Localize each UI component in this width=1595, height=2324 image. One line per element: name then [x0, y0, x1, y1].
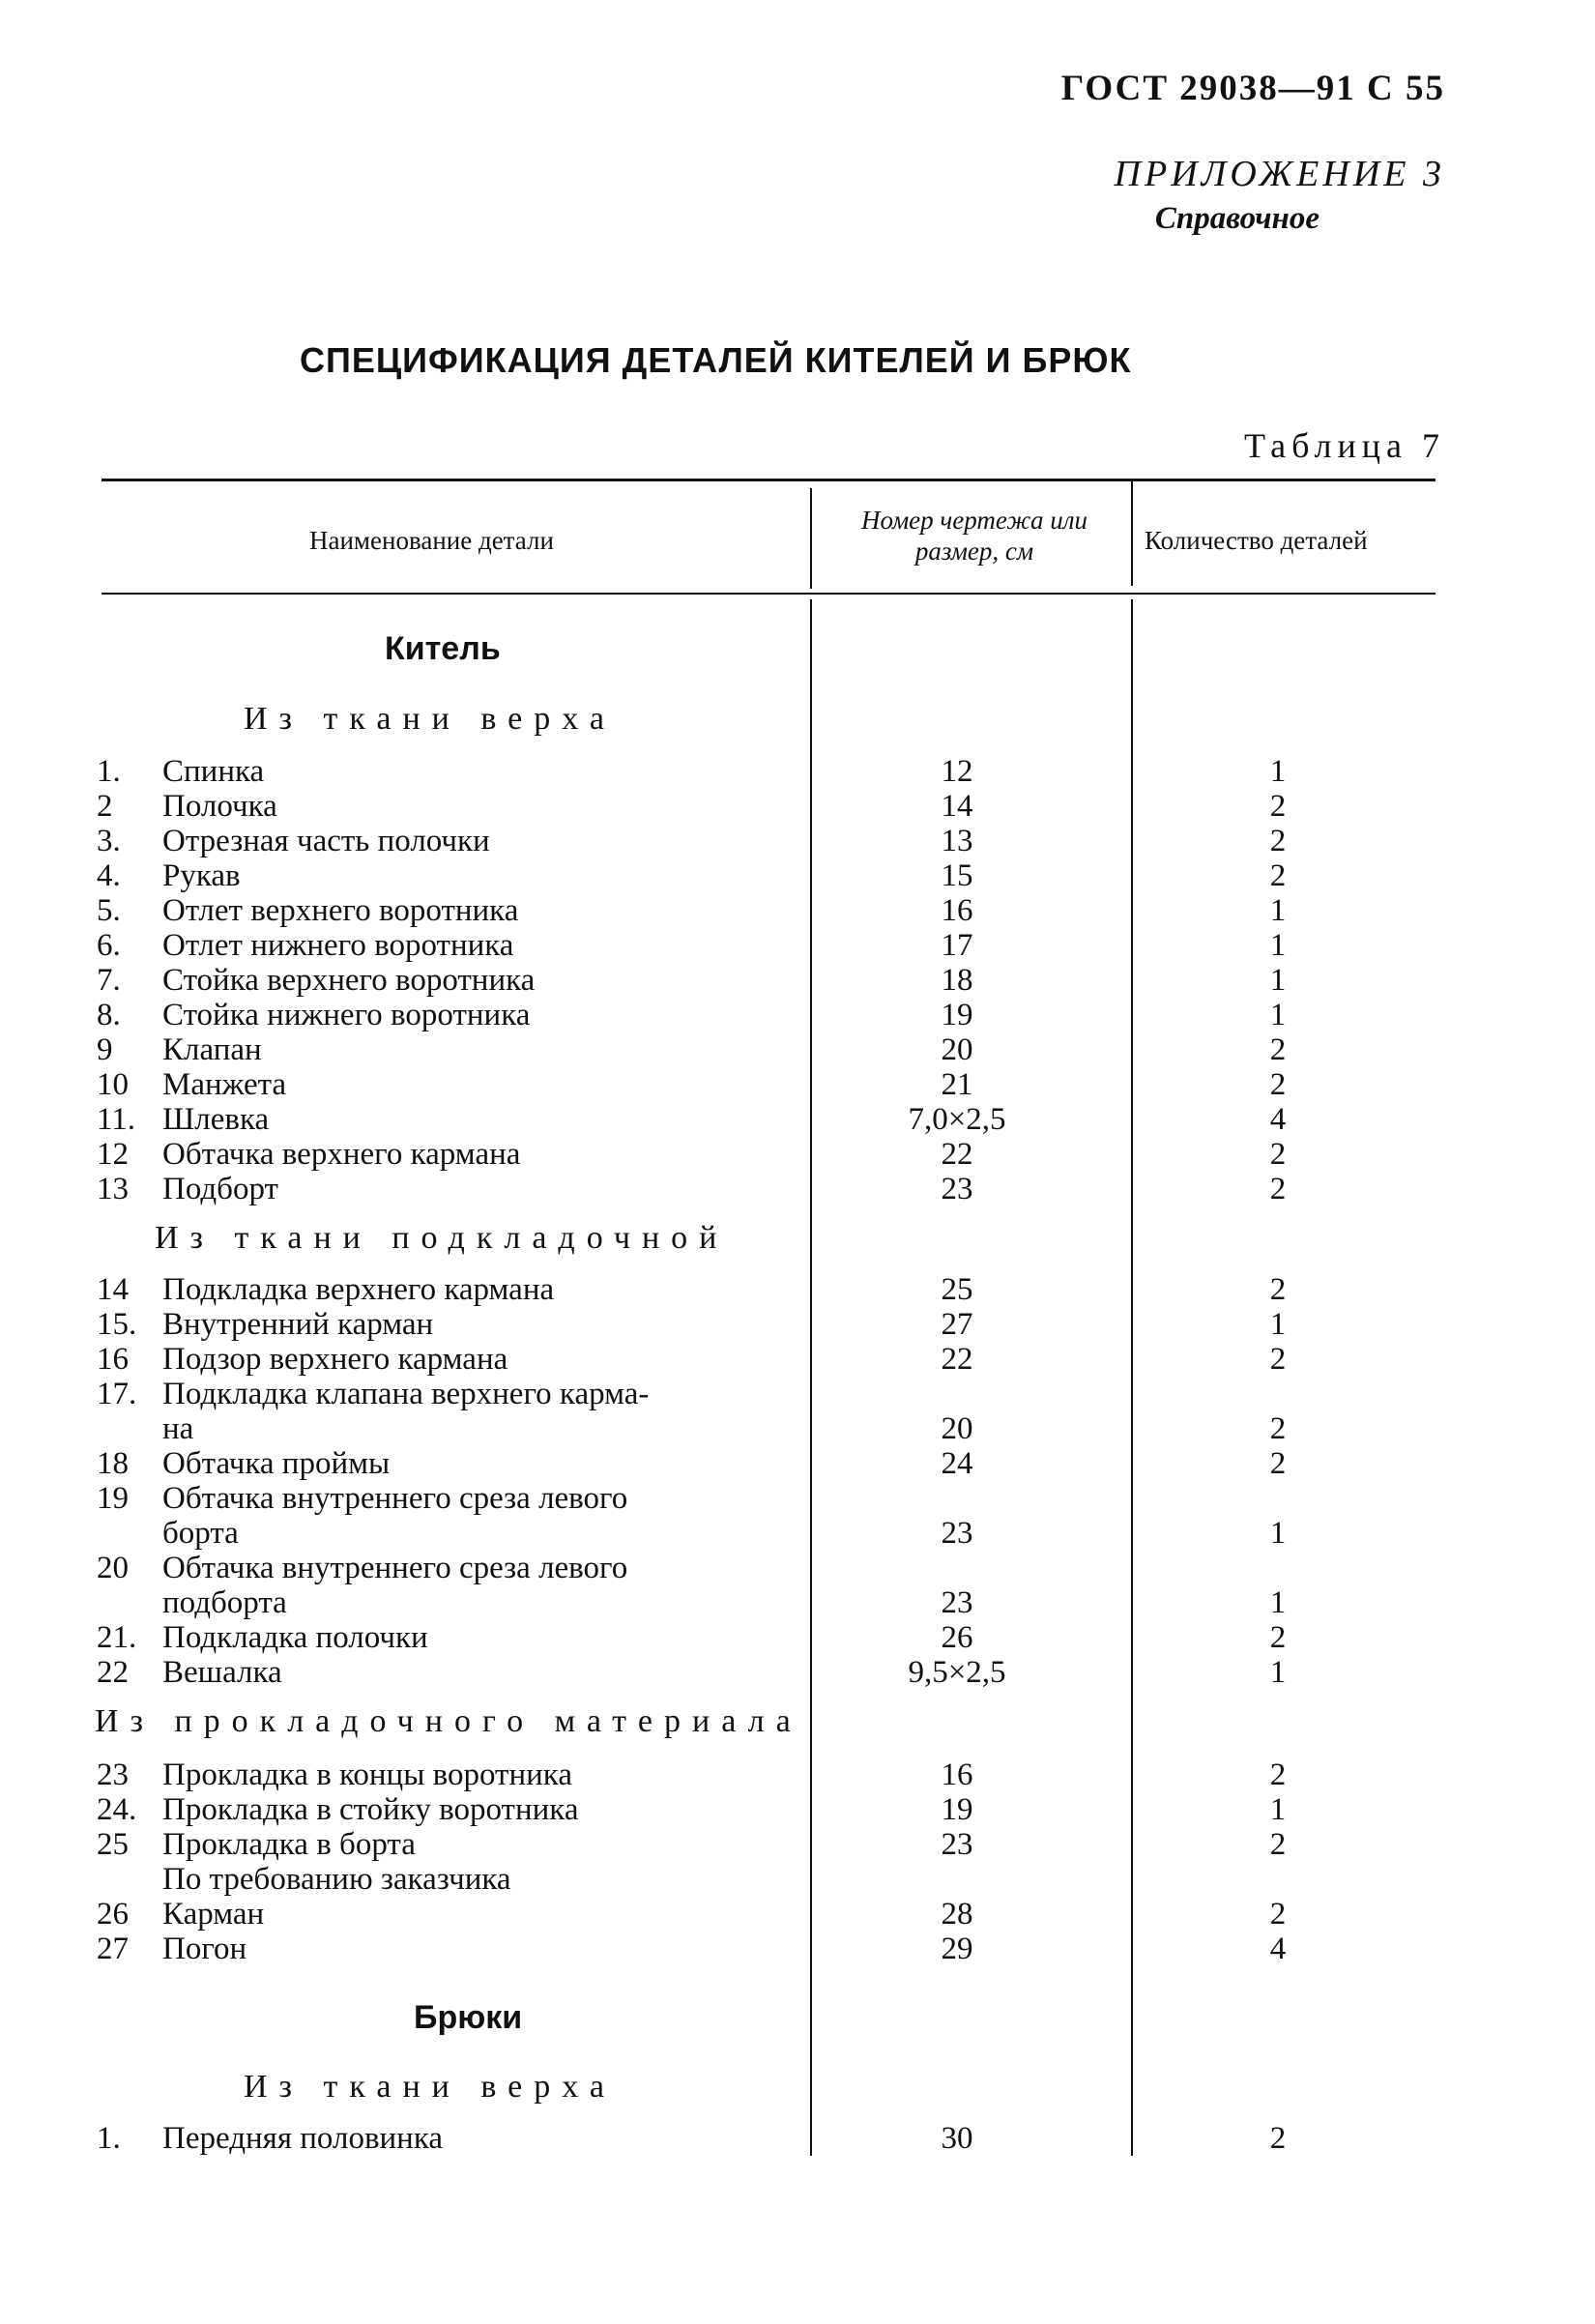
table-row: 5. Отлет верхнего воротника 16 1 — [97, 893, 1287, 928]
table-row: 25 Прокладка в борта 23 2 — [97, 1827, 1287, 1862]
table-top-rule — [102, 479, 1436, 481]
group-heading-interlining: Из прокладочного материала — [95, 1703, 802, 1739]
table-row: 10 Манжета 21 2 — [97, 1067, 1287, 1102]
table-row: 17. Подкладка клапана верхнего карма- — [97, 1377, 650, 1411]
group-heading-lining: Из ткани подкладочной — [155, 1220, 729, 1256]
group-heading-outer-bryuki: Из ткани верха — [244, 2069, 616, 2105]
table-row: 23 Прокладка в концы воротника 16 2 — [97, 1758, 1287, 1792]
table-row: 8. Стойка нижнего воротника 19 1 — [97, 998, 1287, 1032]
section-heading-kitel: Китель — [385, 630, 501, 667]
table-row: 6. Отлет нижнего воротника 17 1 — [97, 928, 1287, 963]
standard-number: ГОСТ 29038—91 С 55 — [1060, 69, 1445, 108]
table-row: 16 Подзор верхнего кармана 22 2 — [97, 1342, 1287, 1377]
section-heading-bryuki: Брюки — [414, 1999, 523, 2036]
appendix-type: Справочное — [1154, 201, 1320, 236]
appendix-title: ПРИЛОЖЕНИЕ 3 — [1114, 154, 1445, 194]
table-row: 20 Обтачка внутреннего среза левого — [97, 1551, 628, 1585]
table-row: 13 Подборт 23 2 — [97, 1172, 1287, 1206]
table-row: 11. Шлевка 7,0×2,5 4 — [97, 1102, 1287, 1137]
table-row: борта 23 1 — [162, 1516, 1287, 1551]
customer-note: По требованию заказчика — [162, 1862, 511, 1897]
column-divider — [810, 488, 812, 589]
table-row: 12 Обтачка верхнего кармана 22 2 — [97, 1137, 1287, 1172]
table-row: 14 Подкладка верхнего кармана 25 2 — [97, 1272, 1287, 1307]
table-row: 24. Прокладка в стойку воротника 19 1 — [97, 1792, 1287, 1827]
table-row: 19 Обтачка внутреннего среза левого — [97, 1481, 628, 1516]
table-row: 2 Полочка 14 2 — [97, 789, 1287, 824]
page-title: СПЕЦИФИКАЦИЯ ДЕТАЛЕЙ КИТЕЛЕЙ И БРЮК — [300, 340, 1132, 380]
table-header-rule — [102, 593, 1436, 595]
column-header-quantity: Количество деталей — [1145, 526, 1368, 555]
table-row: 3. Отрезная часть полочки 13 2 — [97, 824, 1287, 858]
table-row: 9 Клапан 20 2 — [97, 1032, 1287, 1067]
table-row: 7. Стойка верхнего воротника 18 1 — [97, 963, 1287, 998]
table-row: 21. Подкладка полочки 26 2 — [97, 1620, 1287, 1655]
table-row: 4. Рукав 15 2 — [97, 858, 1287, 893]
table-row: 26 Карман 28 2 — [97, 1897, 1287, 1932]
group-heading-outer: Из ткани верха — [244, 701, 616, 737]
column-header-name: Наименование детали — [309, 526, 554, 555]
table-row: 15. Внутренний карман 27 1 — [97, 1307, 1287, 1342]
table-row: 22 Вешалка 9,5×2,5 1 — [97, 1655, 1287, 1690]
table-row: 1. Передняя половинка 30 2 — [97, 2121, 1287, 2156]
column-divider — [1131, 481, 1133, 586]
table-row: подборта 23 1 — [162, 1585, 1287, 1620]
table-row: 27 Погон 29 4 — [97, 1932, 1287, 1966]
table-row: на 20 2 — [162, 1411, 1287, 1446]
table-row: 18 Обтачка проймы 24 2 — [97, 1446, 1287, 1481]
table-row: 1. Спинка 12 1 — [97, 754, 1287, 789]
column-header-drawing: Номер чертежа или размер, см — [860, 506, 1088, 566]
table-label: Таблица 7 — [1244, 426, 1445, 465]
